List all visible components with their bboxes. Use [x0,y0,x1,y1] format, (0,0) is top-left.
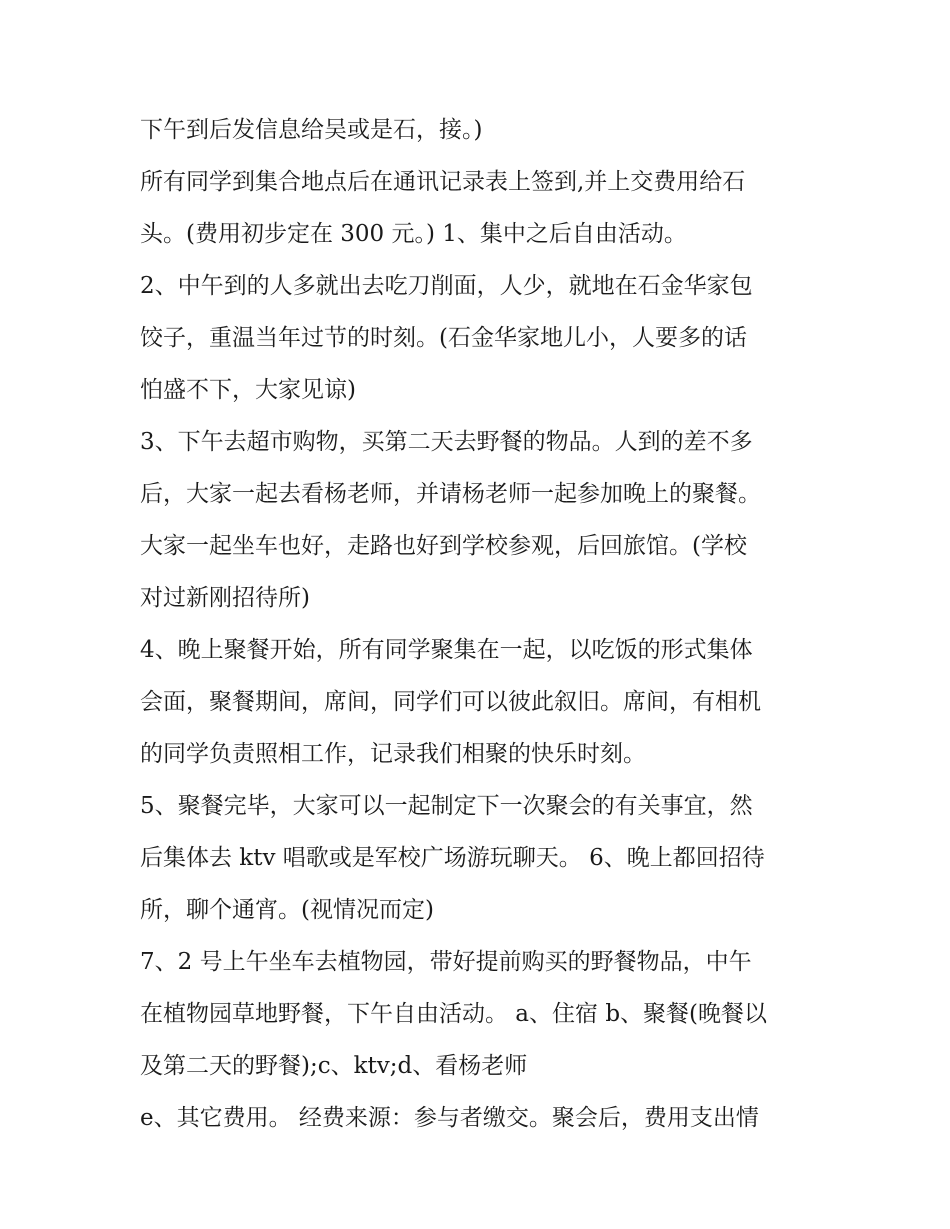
text-line: 下午到后发信息给吴或是石，接。) [140,117,483,143]
text-line: 的同学负责照相工作，记录我们相聚的快乐时刻。 [140,741,646,767]
text-line: 会面，聚餐期间，席间，同学们可以彼此叙旧。席间，有相机 [140,689,761,715]
text-line: 怕盛不下，大家见谅) [140,377,356,403]
text-line: 后，大家一起去看杨老师，并请杨老师一起参加晚上的聚餐。 [140,481,761,507]
document-body [140,104,820,1144]
text-line: 4、晚上聚餐开始，所有同学聚集在一起，以吃饭的形式集体 [140,637,753,663]
text-line: e、其它费用。 经费来源：参与者缴交。聚会后，费用支出情 [140,1105,759,1131]
text-line: 2、中午到的人多就出去吃刀削面，人少，就地在石金华家包 [140,273,753,299]
text-line: 对过新刚招待所) [140,585,310,611]
text-line: 大家一起坐车也好，走路也好到学校参观，后回旅馆。(学校 [140,533,747,559]
text-line: 及第二天的野餐);c、ktv;d、看杨老师 [140,1053,528,1079]
text-line: 在植物园草地野餐，下午自由活动。 a、住宿 b、聚餐(晚餐以 [140,1001,768,1027]
text-line: 7、2 号上午坐车去植物园，带好提前购买的野餐物品，中午 [140,949,752,975]
text-line: 所，聊个通宵。(视情况而定) [140,897,434,923]
text-line: 头。(费用初步定在 300 元。) 1、集中之后自由活动。 [140,221,687,247]
text-line: 饺子，重温当年过节的时刻。(石金华家地儿小，人要多的话 [140,325,747,351]
text-line: 3、下午去超市购物，买第二天去野餐的物品。人到的差不多 [140,429,753,455]
text-line: 所有同学到集合地点后在通讯记录表上签到,并上交费用给石 [140,169,746,195]
text-line: 后集体去 ktv 唱歌或是军校广场游玩聊天。 6、晚上都回招待 [140,845,765,871]
text-line: 5、聚餐完毕，大家可以一起制定下一次聚会的有关事宜，然 [140,793,753,819]
